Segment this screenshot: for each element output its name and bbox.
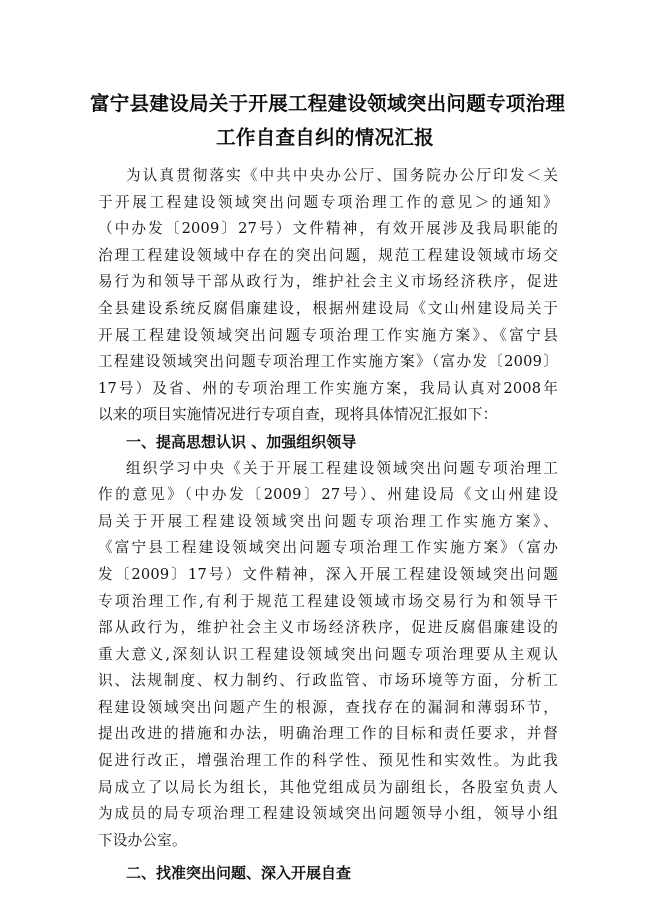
document-title-line-1: 富宁县建设局关于开展工程建设领域突出问题专项治理	[90, 92, 566, 115]
paragraph-line: 为认真贯彻落实《中共中央办公厅、国务院办公厅印发＜关	[126, 167, 558, 184]
paragraph-line: 《富宁县工程建设领域突出问题专项治理工作实施方案》（富办	[98, 539, 558, 557]
section-heading-2: 二、找准突出问题、深入开展自查	[126, 864, 352, 883]
paragraph-line: 于开展工程建设领域突出问题专项治理工作的意见＞的通知》	[98, 193, 558, 211]
paragraph-line: 部从政行为，维护社会主义市场经济秩序，促进反腐倡廉建设的	[98, 619, 558, 637]
document-body	[98, 163, 558, 887]
paragraph-1	[98, 163, 558, 429]
section-heading-1: 一、提高思想认识 、加强组织领导	[126, 432, 357, 451]
paragraph-line: 组织学习中央《关于开展工程建设领域突出问题专项治理工	[126, 459, 558, 477]
paragraph-line: 治理工程建设领域中存在的突出问题，规范工程建设领域市场交	[98, 246, 558, 264]
paragraph-line: 工程建设领域突出问题专项治理工作实施方案》（富办发〔2009〕	[98, 353, 558, 371]
paragraph-line: 全县建设系统反腐倡廉建设，根据州建设局《文山州建设局关于	[98, 299, 558, 317]
paragraph-line: 程建设领域突出问题产生的根源，查找存在的漏洞和薄弱环节，	[98, 698, 558, 716]
paragraph-line: 识、法规制度、权力制约、行政监管、市场环境等方面，分析工	[98, 672, 558, 690]
paragraph-2	[98, 456, 558, 855]
paragraph-line: 作的意见》（中办发〔2009〕27号）、州建设局《文山州建设	[98, 486, 558, 504]
paragraph-line: 专项治理工作,有利于规范工程建设领域市场交易行为和领导干	[98, 592, 558, 610]
paragraph-line: 发〔2009〕17号）文件精神，深入开展工程建设领域突出问题	[98, 565, 558, 583]
paragraph-line: 重大意义,深刻认识工程建设领域突出问题专项治理要从主观认	[98, 645, 558, 663]
paragraph-line: 17号）及省、州的专项治理工作实施方案，我局认真对2008年	[98, 379, 558, 397]
paragraph-line: 局成立了以局长为组长，其他党组成员为副组长，各股室负责人	[98, 778, 558, 796]
paragraph-line: 提出改进的措施和办法，明确治理工作的目标和责任要求，并督	[98, 725, 558, 743]
paragraph-line: 以来的项目实施情况进行专项自查，现将具体情况汇报如下：	[98, 406, 498, 424]
paragraph-line: 开展工程建设领域突出问题专项治理工作实施方案》、《富宁县	[98, 326, 558, 344]
paragraph-line: 促进行改正，增强治理工作的科学性、预见性和实效性。为此我	[98, 752, 558, 770]
paragraph-line: 为成员的局专项治理工程建设领域突出问题领导小组，领导小组	[98, 805, 558, 823]
paragraph-line: 易行为和领导干部从政行为，维护社会主义市场经济秩序，促进	[98, 273, 558, 291]
paragraph-line: 局关于开展工程建设领域突出问题专项治理工作实施方案》、	[98, 512, 558, 530]
document-title-line-2: 工作自查自纠的情况汇报	[216, 126, 434, 149]
paragraph-line: 下设办公室。	[98, 831, 187, 849]
paragraph-line: （中办发〔2009〕27号）文件精神，有效开展涉及我局职能的	[98, 220, 558, 238]
